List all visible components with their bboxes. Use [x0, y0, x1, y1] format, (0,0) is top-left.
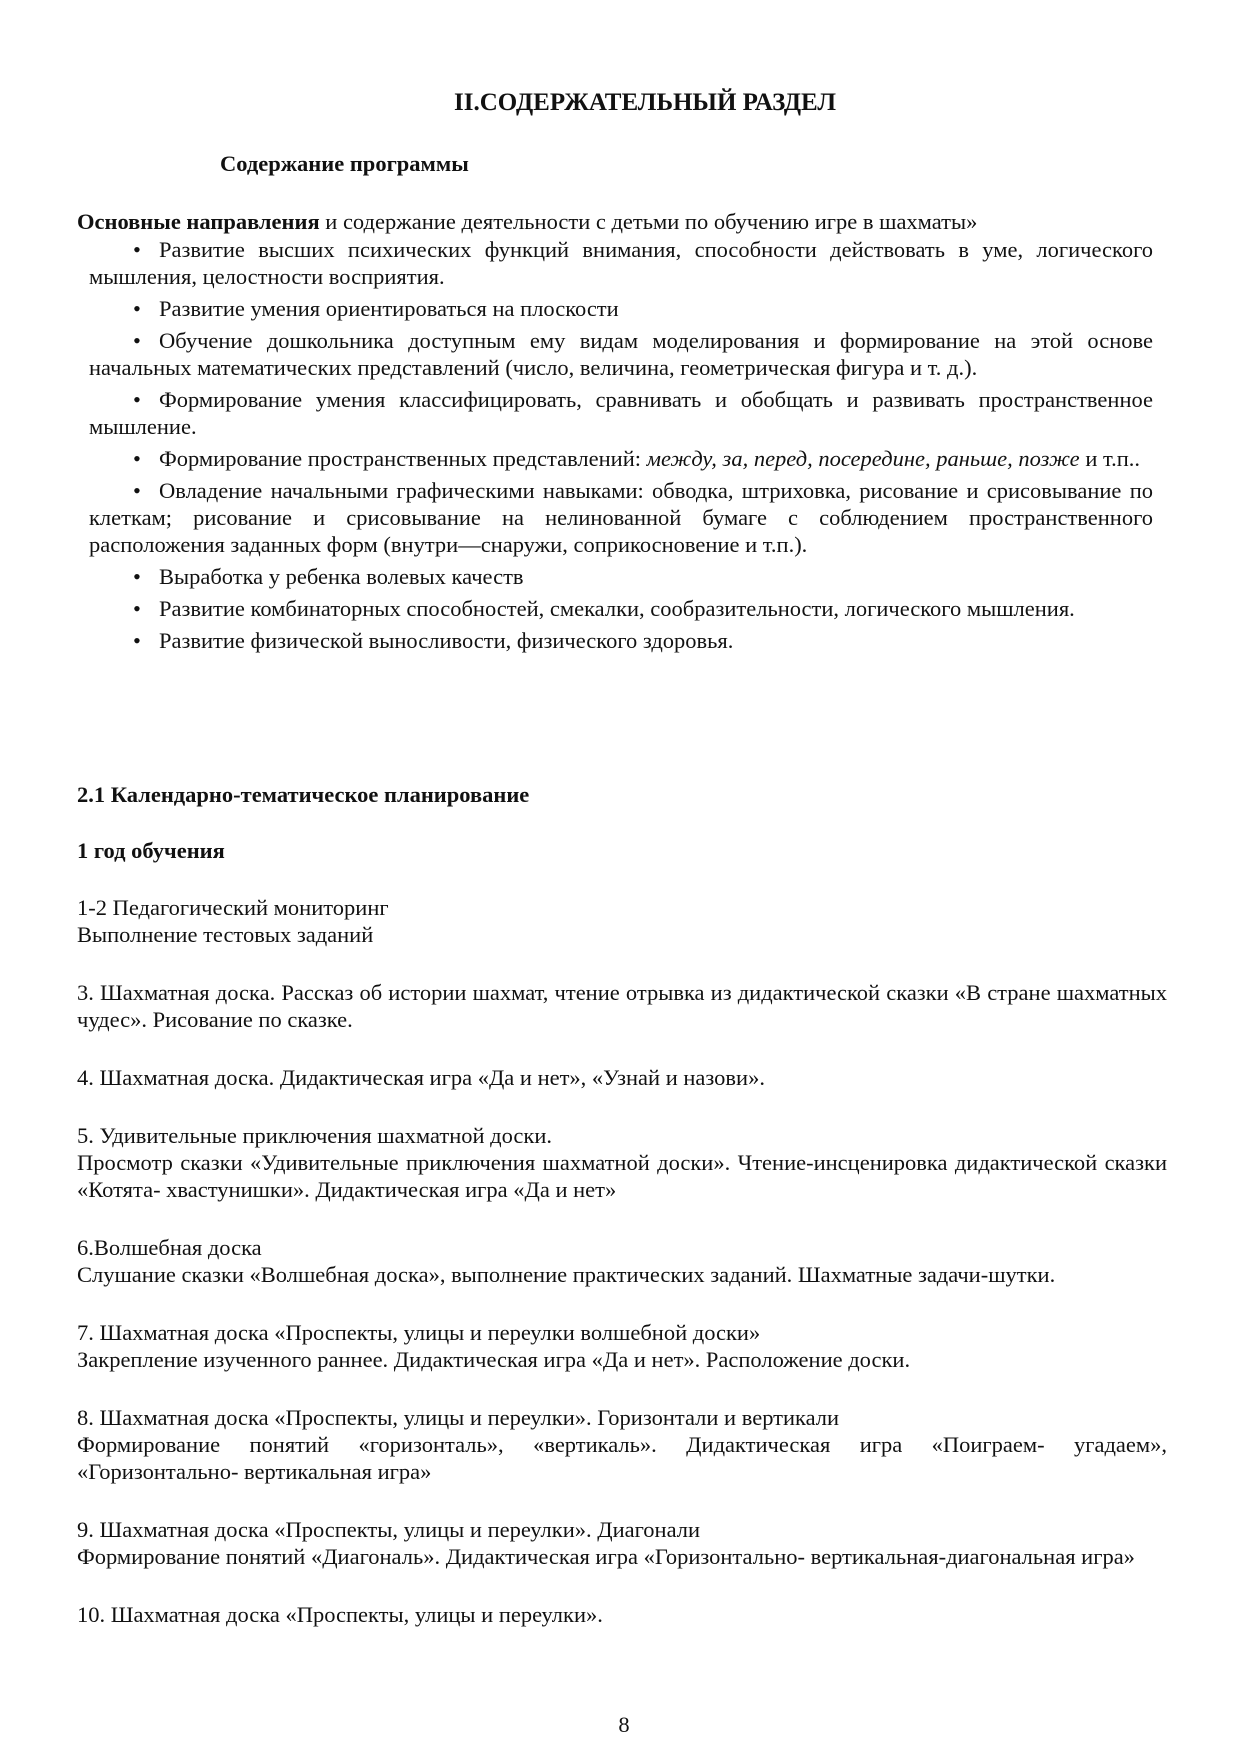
- bullet-icon: •: [133, 478, 141, 503]
- bullet-icon: •: [133, 387, 141, 412]
- plan-item: [77, 1319, 1167, 1373]
- list-item: [89, 445, 1153, 472]
- bullet-icon: •: [133, 596, 141, 621]
- plan-item-body: Закрепление изученного раннее. Дидактическая игра «Да и нет». Расположение доски.: [77, 1347, 911, 1372]
- plan-item-title: 5. Удивительные приключения шахматной доски.: [77, 1123, 552, 1148]
- list-item-text: Развитие комбинаторных способностей, смекалки, сообразительности, логического мышления.: [159, 596, 1075, 621]
- list-item-text: Формирование пространственных представлений:: [159, 446, 647, 471]
- list-item-text: Развитие умения ориентироваться на плоскости: [159, 296, 619, 321]
- list-item-text: Формирование умения классифицировать, сравнивать и обобщать и развивать пространственное мышление.: [89, 387, 1153, 439]
- plan-item: [77, 1234, 1167, 1288]
- plan-item-title: 8. Шахматная доска «Проспекты, улицы и переулки». Горизонтали и вертикали: [77, 1405, 840, 1430]
- year-heading: 1 год обучения: [77, 838, 225, 863]
- list-item-after: и т.п..: [1079, 446, 1141, 471]
- plan-item-title: 9. Шахматная доска «Проспекты, улицы и переулки». Диагонали: [77, 1517, 701, 1542]
- intro-paragraph: [77, 208, 1167, 235]
- page-title: II.СОДЕРЖАТЕЛЬНЫЙ РАЗДЕЛ: [453, 89, 837, 116]
- list-item-text: Выработка у ребенка волевых качеств: [159, 564, 524, 589]
- list-item: [89, 327, 1153, 381]
- plan-item-title: 6.Волшебная доска: [77, 1235, 262, 1260]
- list-item: [89, 236, 1153, 290]
- list-item-text: Овладение начальными графическими навыками: обводка, штриховка, рисование и срисовывание по клеткам; рисование и срисовывание на нелинованной бумаге с соблюдением пространственного расположения заданных форм (внутри—снаружи, соприкосновение и т.п.).: [89, 478, 1153, 557]
- plan-item: [77, 894, 1167, 948]
- list-item-italic: между, за, перед, посередине, раньше, позже: [646, 446, 1080, 471]
- plan-item-title: 4. Шахматная доска. Дидактическая игра «Да и нет», «Узнай и назови».: [77, 1065, 765, 1090]
- plan-item-body: Формирование понятий «горизонталь», «вертикаль». Дидактическая игра «Поиграем- угадаем», «Горизонтально- вертикальная игра»: [77, 1432, 1167, 1484]
- intro-rest: и содержание деятельности с детьми по обучению игре в шахматы»: [319, 209, 978, 234]
- list-item: [89, 386, 1153, 440]
- list-item: [89, 477, 1153, 558]
- plan-item: [77, 1064, 1167, 1091]
- plan-item: [77, 1516, 1167, 1570]
- list-item: [89, 295, 1153, 322]
- list-item: [89, 627, 1153, 654]
- list-item-text: Обучение дошкольника доступным ему видам моделирования и формирование на этой основе начальных математических представлений (число, величина, геометрическая фигура и т. д.).: [89, 328, 1153, 380]
- page-number: 8: [618, 1712, 630, 1737]
- list-item: [89, 595, 1153, 622]
- subtitle: Содержание программы: [220, 151, 469, 176]
- plan-item-title: 7. Шахматная доска «Проспекты, улицы и переулки волшебной доски»: [77, 1320, 761, 1345]
- plan-item-body: Выполнение тестовых заданий: [77, 922, 374, 947]
- list-item-text: Развитие физической выносливости, физического здоровья.: [159, 628, 734, 653]
- bullet-icon: •: [133, 446, 141, 471]
- plan-item-title: 3. Шахматная доска. Рассказ об истории шахмат, чтение отрывка из дидактической сказки «В стране шахматных чудес». Рисование по сказке.: [77, 980, 1167, 1032]
- plan-item-body: Формирование понятий «Диагональ». Дидактическая игра «Горизонтально- вертикальная-диагональная игра»: [77, 1544, 1135, 1569]
- bullet-icon: •: [133, 564, 141, 589]
- plan-item-body: Слушание сказки «Волшебная доска», выполнение практических заданий. Шахматные задачи-шутки.: [77, 1262, 1056, 1287]
- plan-item-title: 1-2 Педагогический мониторинг: [77, 895, 389, 920]
- plan-item: [77, 1404, 1167, 1485]
- plan-item: [77, 1601, 1167, 1628]
- bullet-icon: •: [133, 237, 141, 262]
- intro-bold: Основные направления: [77, 209, 320, 234]
- bullet-icon: •: [133, 328, 141, 353]
- list-item-text: Развитие высших психических функций внимания, способности действовать в уме, логического мышления, целостности восприятия.: [89, 237, 1153, 289]
- plan-item-body: Просмотр сказки «Удивительные приключения шахматной доски». Чтение-инсценировка дидактической сказки «Котята- хвастунишки». Дидактическая игра «Да и нет»: [77, 1150, 1167, 1202]
- plan-item: [77, 979, 1167, 1033]
- list-item: [89, 563, 1153, 590]
- plan-list: [77, 894, 1167, 1628]
- plan-item: [77, 1122, 1167, 1203]
- bullet-icon: •: [133, 296, 141, 321]
- plan-item-title: 10. Шахматная доска «Проспекты, улицы и переулки».: [77, 1602, 603, 1627]
- section-heading: 2.1 Календарно-тематическое планирование: [77, 782, 530, 807]
- bullet-icon: •: [133, 628, 141, 653]
- directions-list: [89, 236, 1153, 659]
